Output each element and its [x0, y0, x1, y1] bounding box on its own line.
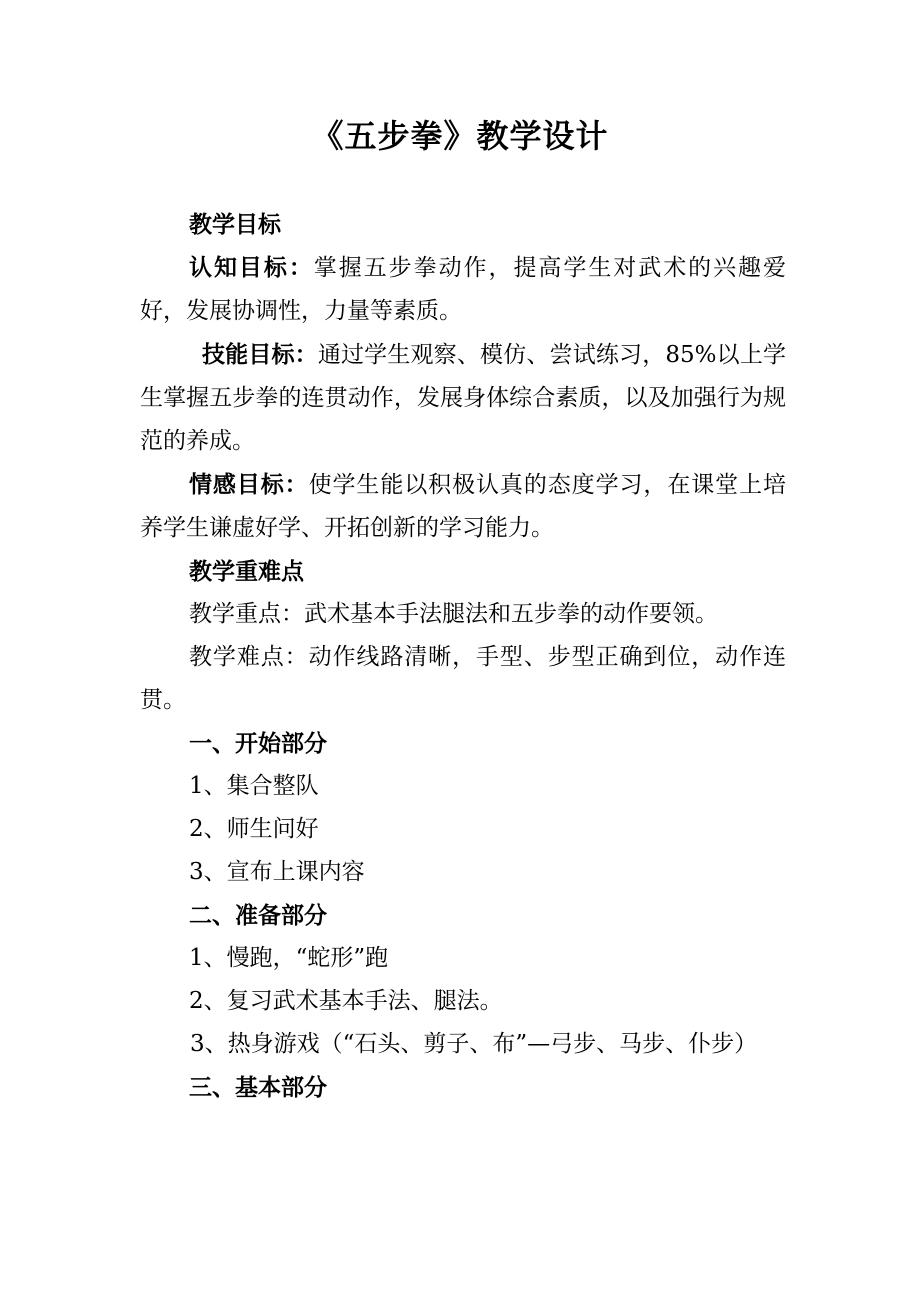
document-body [140, 203, 786, 1109]
part2-heading: 二、准备部分 [189, 902, 327, 929]
cognitive-objective-paragraph [140, 246, 786, 333]
skill-objective-text: 通过学生观察、模仿、尝试练习，85%以上学生掌握五步拳的连贯动作，发展身体综合素质，以及加强行为规范的养成。 [140, 342, 786, 454]
cognitive-objective-text: 掌握五步拳动作，提高学生对武术的兴趣爱好，发展协调性，力量等素质。 [140, 255, 787, 324]
emotion-objective-paragraph [140, 463, 786, 550]
document-title: 《五步拳》教学设计 [311, 117, 609, 155]
cognitive-objective-label: 认知目标： [189, 254, 314, 281]
part1-item-3: 3、宣布上课内容 [189, 859, 365, 885]
part1-item-2: 2、师生问好 [189, 816, 319, 842]
emotion-objective-text: 使学生能以积极认真的态度学习，在课堂上培养学生谦虚好学、开拓创新的学习能力。 [140, 472, 787, 541]
part2-item-2: 2、复习武术基本手法、腿法。 [189, 988, 503, 1014]
objectives-heading: 教学目标 [189, 211, 281, 238]
part3-heading: 三、基本部分 [189, 1074, 327, 1101]
emotion-objective-label: 情感目标： [189, 471, 309, 498]
skill-objective-paragraph [140, 333, 786, 463]
difficult-point-paragraph: 教学难点：动作线路清晰，手型、步型正确到位，动作连贯。 [140, 644, 786, 713]
part1-heading: 一、开始部分 [189, 730, 327, 757]
part1-item-1: 1、集合整队 [189, 773, 319, 799]
keypoints-heading: 教学重难点 [189, 558, 304, 585]
key-point-paragraph: 教学重点：武术基本手法腿法和五步拳的动作要领。 [189, 601, 718, 627]
part2-item-3: 3、热身游戏（“石头、剪子、布”—弓步、马步、仆步） [190, 1031, 758, 1057]
part2-item-1: 1、慢跑，“蛇形”跑 [189, 945, 389, 971]
skill-objective-label: 技能目标： [202, 341, 318, 368]
